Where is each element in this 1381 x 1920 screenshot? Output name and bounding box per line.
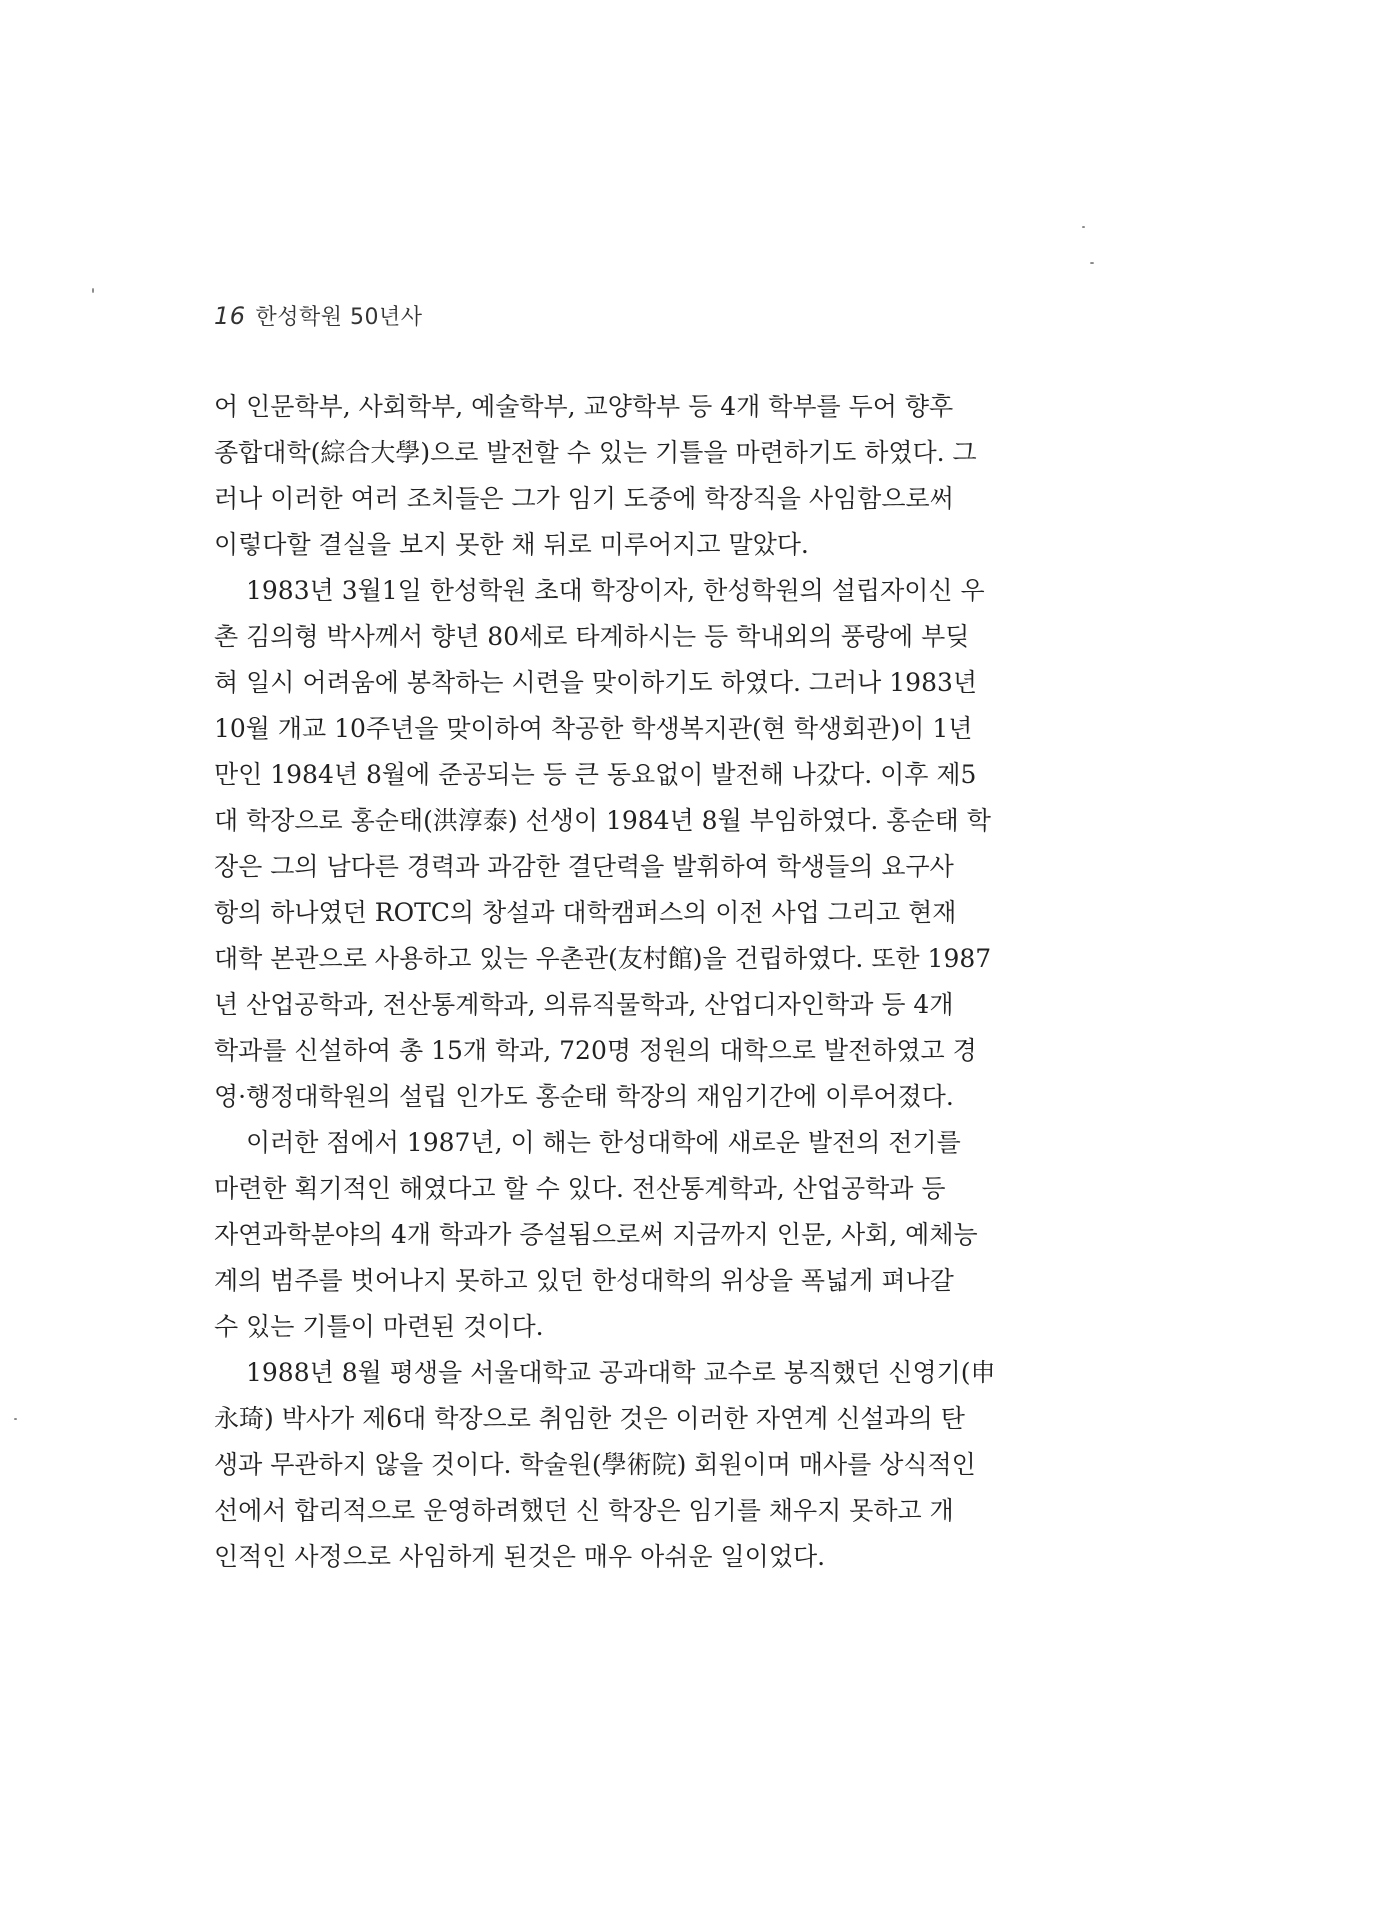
paragraph-start-line: 1983년 3월1일 한성학원 초대 학장이자, 한성학원의 설립자이신 우 (246, 576, 985, 605)
paragraph-start-line: 이러한 점에서 1987년, 이 해는 한성대학에 새로운 발전의 전기를 (246, 1128, 961, 1157)
scan-speck (1082, 226, 1085, 228)
text-line: 러나 이러한 여러 조치들은 그가 임기 도중에 학장직을 사임함으로써 (214, 484, 954, 513)
text-line: 생과 무관하지 않을 것이다. 학술원(學術院) 회원이며 매사를 상식적인 (214, 1450, 976, 1479)
text-line: 선에서 합리적으로 운영하려했던 신 학장은 임기를 채우지 못하고 개 (214, 1496, 954, 1525)
running-title: 한성학원 50년사 (255, 305, 423, 330)
text-line: 촌 김의형 박사께서 향년 80세로 타계하시는 등 학내외의 풍랑에 부딪 (214, 622, 970, 651)
scan-speck (92, 288, 94, 293)
text-line: 마련한 획기적인 해였다고 할 수 있다. 전산통계학과, 산업공학과 등 (214, 1174, 946, 1203)
text-line: 인적인 사정으로 사임하게 된것은 매우 아쉬운 일이었다. (214, 1542, 826, 1571)
text-line: 장은 그의 남다른 경력과 과감한 결단력을 발휘하여 학생들의 요구사 (214, 852, 954, 881)
body-text (214, 384, 1154, 1580)
scan-speck (14, 1418, 17, 1420)
scan-speck (1090, 262, 1094, 264)
text-line: 종합대학(綜合大學)으로 발전할 수 있는 기틀을 마련하기도 하였다. 그 (214, 438, 977, 467)
text-line: 대 학장으로 홍순태(洪淳泰) 선생이 1984년 8월 부임하였다. 홍순태 학 (214, 806, 991, 835)
text-line: 永琦) 박사가 제6대 학장으로 취임한 것은 이러한 자연계 신설과의 탄 (214, 1404, 965, 1433)
text-line: 10월 개교 10주년을 맞이하여 착공한 학생복지관(현 학생회관)이 1년 (214, 714, 973, 743)
text-line: 영·행정대학원의 설립 인가도 홍순태 학장의 재임기간에 이루어졌다. (214, 1082, 954, 1111)
text-line: 대학 본관으로 사용하고 있는 우촌관(友村館)을 건립하였다. 또한 1987 (214, 944, 992, 973)
paragraph-start-line: 1988년 8월 평생을 서울대학교 공과대학 교수로 봉직했던 신영기(申 (246, 1358, 996, 1387)
running-header (214, 300, 423, 331)
text-line: 계의 범주를 벗어나지 못하고 있던 한성대학의 위상을 폭넓게 펴나갈 (214, 1266, 954, 1295)
text-line: 어 인문학부, 사회학부, 예술학부, 교양학부 등 4개 학부를 두어 향후 (214, 392, 954, 421)
text-line: 혀 일시 어려움에 봉착하는 시련을 맞이하기도 하였다. 그러나 1983년 (214, 668, 978, 697)
text-line: 만인 1984년 8월에 준공되는 등 큰 동요없이 발전해 나갔다. 이후 제5 (214, 760, 977, 789)
text-line: 자연과학분야의 4개 학과가 증설됨으로써 지금까지 인문, 사회, 예체능 (214, 1220, 978, 1249)
page-number: 16 (214, 302, 246, 330)
text-line: 항의 하나였던 ROTC의 창설과 대학캠퍼스의 이전 사업 그리고 현재 (214, 898, 957, 927)
text-line: 이렇다할 결실을 보지 못한 채 뒤로 미루어지고 말았다. (214, 530, 809, 559)
text-line: 년 산업공학과, 전산통계학과, 의류직물학과, 산업디자인학과 등 4개 (214, 990, 954, 1019)
text-line: 수 있는 기틀이 마련된 것이다. (214, 1312, 544, 1341)
text-line: 학과를 신설하여 총 15개 학과, 720명 정원의 대학으로 발전하였고 경 (214, 1036, 977, 1065)
